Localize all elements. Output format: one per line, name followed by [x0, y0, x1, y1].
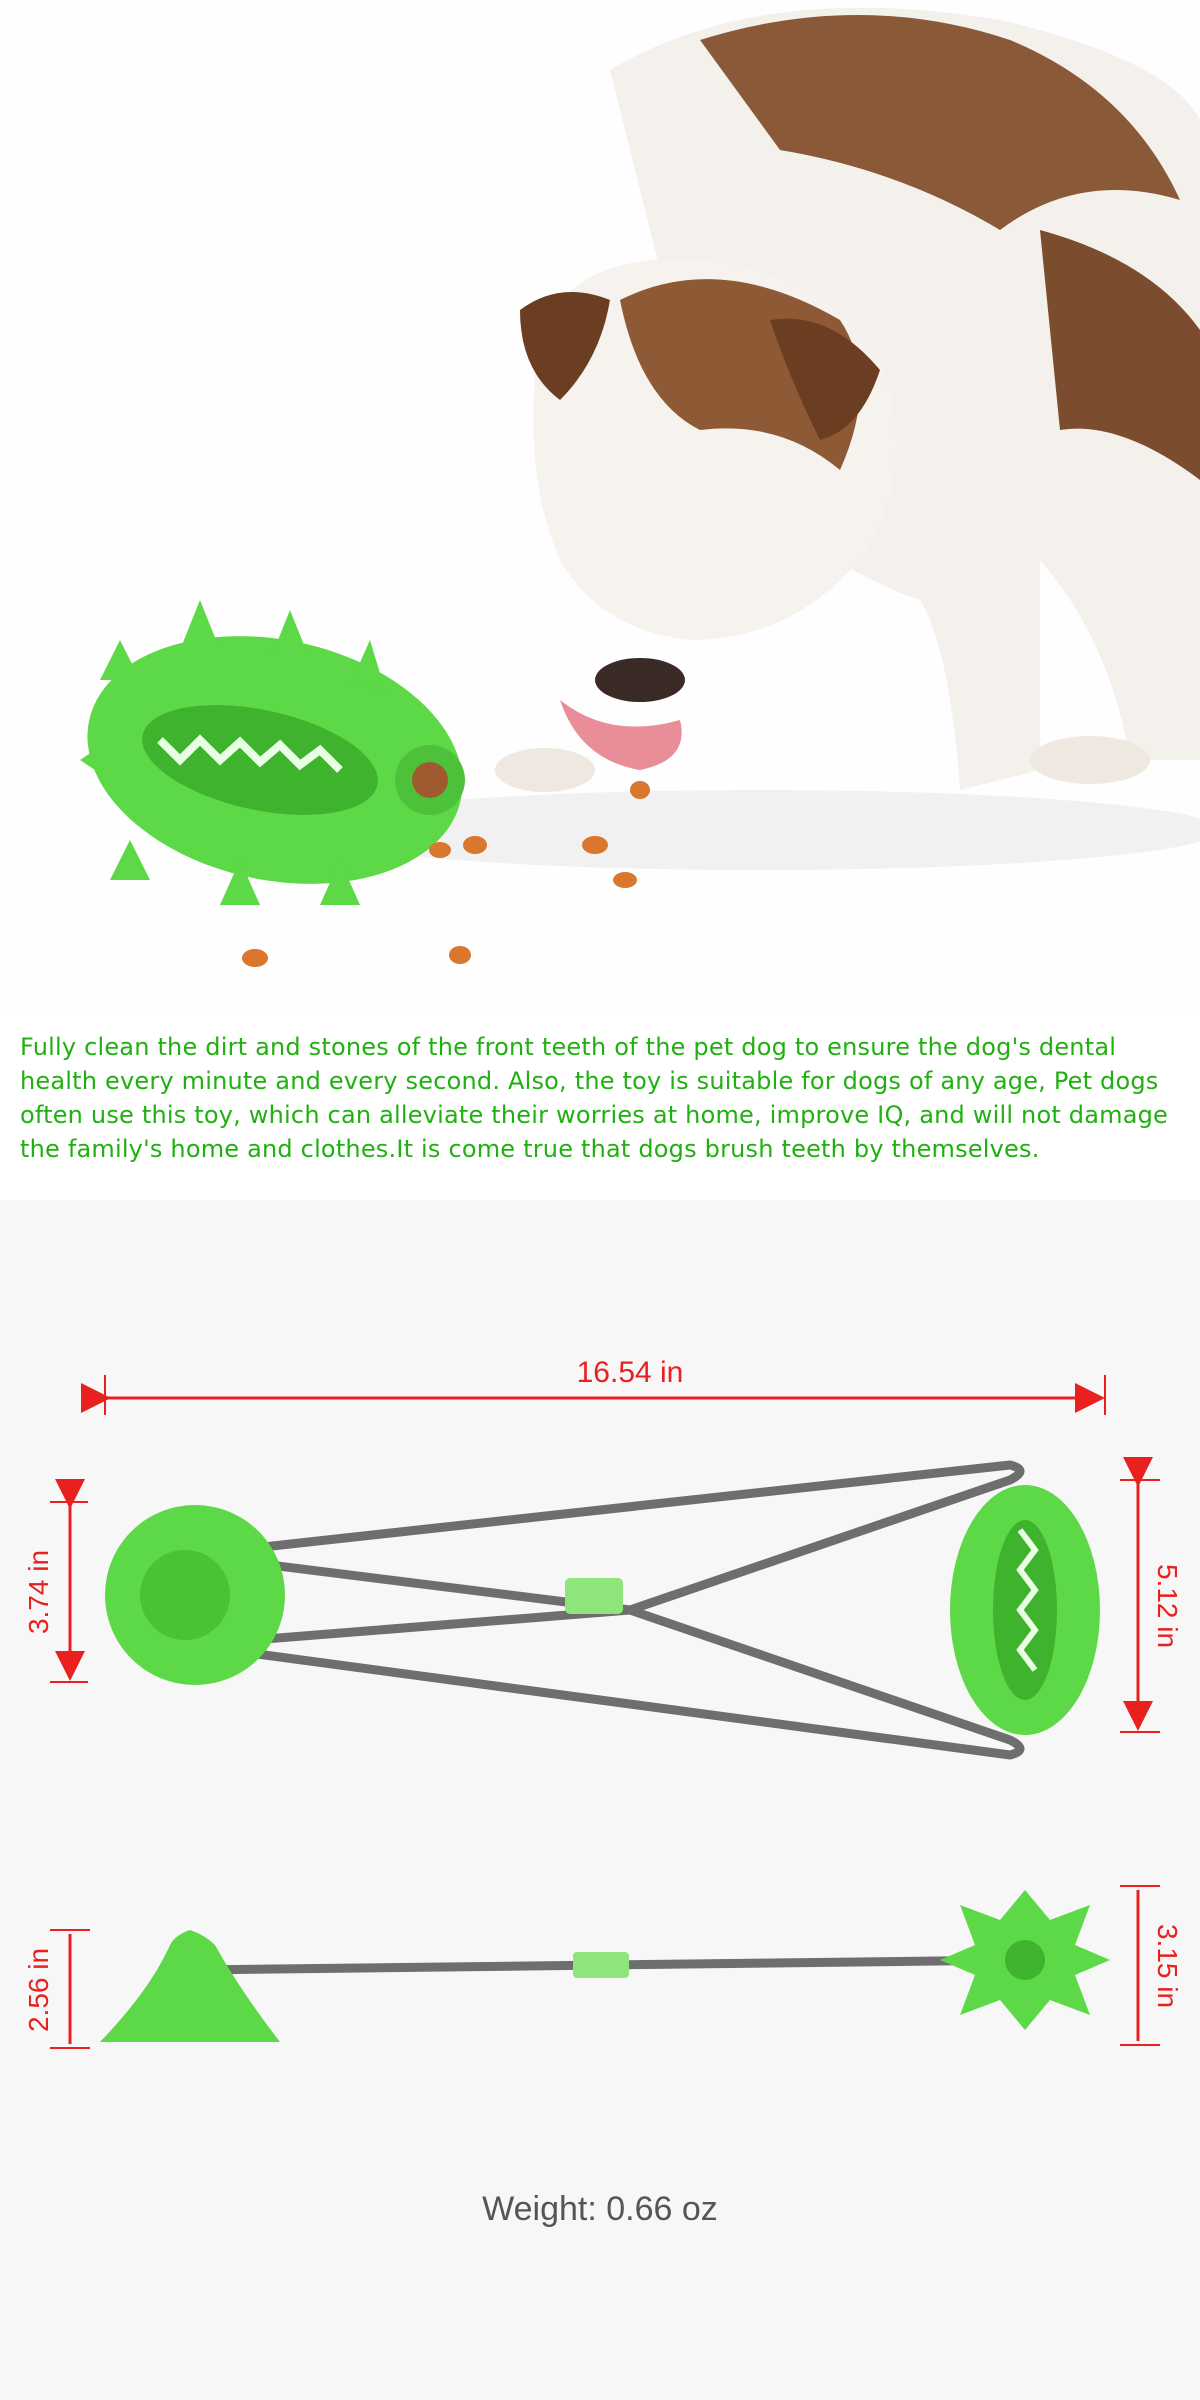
toy-top-view — [105, 1465, 1100, 1755]
cactus-toy-icon — [64, 600, 486, 917]
ball-height-side-label: 3.15 in — [1152, 1923, 1183, 2009]
length-label: 16.54 in — [576, 1356, 684, 1389]
suction-height-top-label: 3.74 in — [23, 1549, 54, 1635]
toy-side-view — [100, 1890, 1110, 2042]
ball-height-top-label: 5.12 in — [1152, 1563, 1183, 1649]
weight-label: Weight: 0.66 oz — [482, 2190, 718, 2228]
hero-photo — [0, 0, 1200, 1015]
rope-clip — [565, 1578, 623, 1614]
product-description: Fully clean the dirt and stones of the front teeth of the pet dog to ensure the dog's dental health every minute and every second. Also, the toy is suitable for dogs of any age, Pet dogs often use this toy, which can alleviate their worries at home, improve IQ, and will not damage the family's home and clothes.It is come true that dogs brush teeth by themselves. — [20, 1033, 1169, 1163]
bulldog-image — [0, 0, 1200, 1015]
suction-height-side-label: 2.56 in — [23, 1947, 54, 2033]
